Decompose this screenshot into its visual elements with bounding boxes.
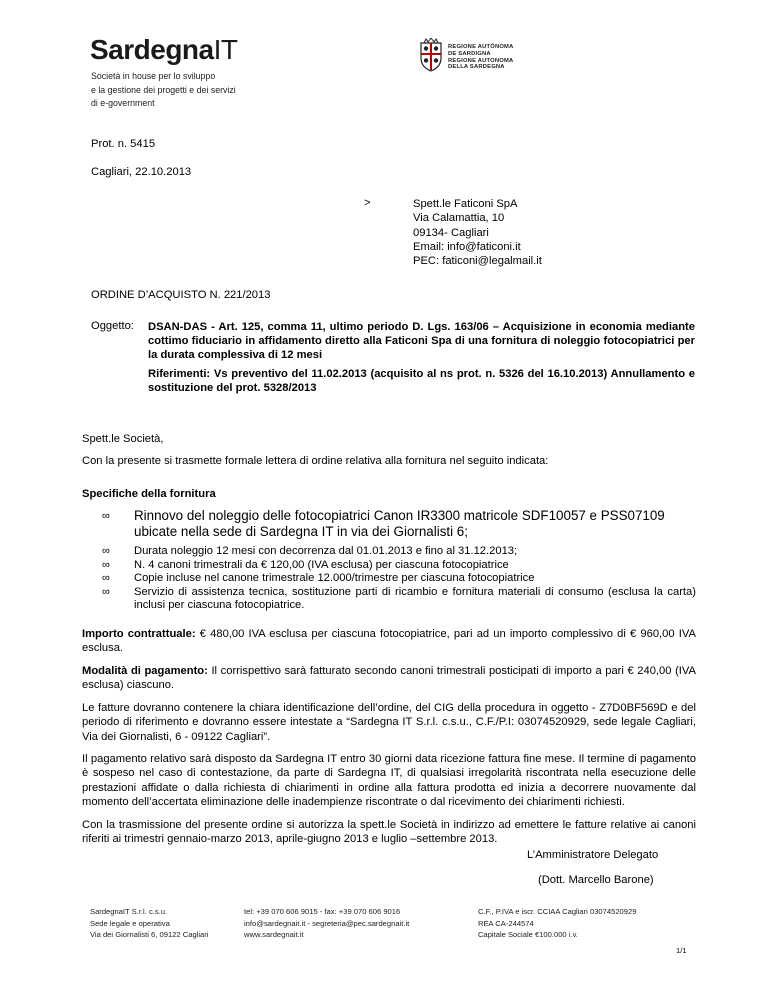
page-number: 1/1 xyxy=(676,946,687,955)
spec-item-text: Servizio di assistenza tecnica, sostituzione parti di ricambio e fornitura materiali di consumo (esclusa la carta) inclusi per ciascuna fotocopiatrice. xyxy=(134,585,696,612)
amount-label: Importo contrattuale: xyxy=(82,628,196,640)
footer-line: SardegnaIT S.r.l. c.s.u. xyxy=(90,907,168,916)
amount-text: € 480,00 IVA esclusa per ciascuna fotocopiatrice, pari ad un importo complessivo di € 960,00 IVA esclusa. xyxy=(82,628,696,655)
subject-text: DSAN-DAS - Art. 125, comma 11, ultimo periodo D. Lgs. 163/06 – Acquisizione in economia mediante cottimo fiduciario in affidamento diretto alla Faticoni Spa di una fornitura di noleggio fotocopiatrici per la durata complessiva di 12 mesi xyxy=(148,321,695,361)
logo-it: IT xyxy=(213,34,238,65)
recipient-line: Via Calamattia, 10 xyxy=(413,212,505,225)
footer-line: Sede legale e operativa xyxy=(90,918,170,928)
specs-list xyxy=(102,508,696,613)
bullet-icon: ∞ xyxy=(102,510,110,522)
footer-contacts xyxy=(244,906,409,941)
spec-item-text: Durata noleggio 12 mesi con decorrenza dal 01.01.2013 e fino al 31.12.2013; xyxy=(134,545,518,557)
region-name xyxy=(448,44,513,71)
recipient-line: PEC: faticoni@legalmail.it xyxy=(413,255,542,268)
spec-main-text: Rinnovo del noleggio delle fotocopiatrici Canon IR3300 matricole SDF10057 e PSS07109 ubicate nella sede di Sardegna IT in via dei Giornalisti 6; xyxy=(134,508,665,539)
footer-registry xyxy=(478,906,636,941)
list-item xyxy=(102,572,696,586)
signatory-name: (Dott. Marcello Barone) xyxy=(538,874,654,886)
region-line: REGIONE AUTÒNOMA xyxy=(448,44,514,50)
subject-label: Oggetto: xyxy=(91,320,134,332)
footer-line: C.F., P.IVA e iscr. CCIAA Cagliari 03074520929 xyxy=(478,907,637,916)
list-item xyxy=(102,508,694,540)
footer-line: www.sardegnait.it xyxy=(244,930,304,939)
footer-company xyxy=(90,906,208,941)
region-coat-of-arms-icon xyxy=(418,38,444,72)
recipient-address xyxy=(413,197,542,268)
spec-item-text: N. 4 canoni trimestrali da € 120,00 (IVA esclusa) per ciascuna fotocopiatrice xyxy=(134,558,509,571)
place-date: Cagliari, 22.10.2013 xyxy=(91,166,192,178)
list-item xyxy=(102,558,696,573)
footer-line: info@sardegnait.it - segreteria@pec.sardegnait.it xyxy=(244,918,410,928)
invoices-paragraph: Le fatture dovranno contenere la chiara identificazione dell’ordine, del CIG della procedura in oggetto - Z7D0BF569D e del periodo di riferimento e dovranno essere intestate a “Sardegna IT S.r.l. c.s.u., C.F./P.I: 03074520929, sede legale Cagliari, Via dei Giornalisti, 6 - 09122 Cagliari”. xyxy=(82,702,696,743)
region-line: REGIONE AUTONOMA xyxy=(448,57,514,64)
tagline-line: e la gestione dei progetti e dei servizi xyxy=(91,84,236,95)
payment-text: Il corrispettivo sarà fatturato secondo canoni trimestrali posticipati di importo a pari € 240,00 (IVA esclusa) ciascuno. xyxy=(82,665,696,692)
logo-main: Sardegna xyxy=(90,34,214,65)
list-item xyxy=(102,585,696,613)
region-line: DE SARDIGNA xyxy=(448,50,491,57)
specs-heading: Specifiche della fornitura xyxy=(82,488,216,500)
protocol-number: Prot. n. 5415 xyxy=(91,138,156,150)
footer-line: REA CA-244574 xyxy=(478,918,534,928)
authorization-paragraph: Con la trasmissione del presente ordine si autorizza la spett.le Società in indirizzo ad emettere le fatture relative ai canoni riferiti ai trimestri gennaio-marzo 2013, aprile-giugno 2013 e luglio –settembre 2013. xyxy=(82,819,696,846)
tagline-line: Società in house per lo sviluppo xyxy=(91,71,216,81)
company-tagline xyxy=(91,70,236,111)
footer-line: Capitale Sociale €100.000 i.v. xyxy=(478,930,578,939)
bullet-icon: ∞ xyxy=(102,572,110,585)
bullet-icon: ∞ xyxy=(102,585,110,598)
amount-paragraph xyxy=(82,627,696,656)
order-title: ORDINE D’ACQUISTO N. 221/2013 xyxy=(91,289,271,301)
payment-paragraph xyxy=(82,664,696,693)
recipient-line: Spett.le Faticoni SpA xyxy=(413,198,518,210)
sardegnait-logo xyxy=(90,36,238,64)
recipient-marker: > xyxy=(364,197,371,209)
greeting: Spett.le Società, xyxy=(82,433,164,445)
bullet-icon: ∞ xyxy=(102,558,110,571)
tagline-line: di e-government xyxy=(91,98,155,108)
spec-item-text: Copie incluse nel canone trimestrale 12.000/trimestre per ciascuna fotocopiatrice xyxy=(134,572,535,585)
payment-label: Modalità di pagamento: xyxy=(82,665,208,677)
region-line: DELLA SARDEGNA xyxy=(448,64,505,71)
recipient-line: 09134- Cagliari xyxy=(413,226,489,239)
payment-terms-paragraph: Il pagamento relativo sarà disposto da Sardegna IT entro 30 giorni data ricezione fattura fine mese. Il termine di pagamento è sospeso nel caso di contestazione, da parte di Sardegna IT, di qualsiasi irregolarità riscontrata nella esecuzione delle prestazioni affidate o dalla richiesta di chiarimenti in ordine alla fattura prodotta ed inizia a decorrere nuovamente dal momento dell’accertata eliminazione delle inadempienze riscontrate o dal ricevimento dei chiarimenti richiesti. xyxy=(82,753,696,808)
bullet-icon: ∞ xyxy=(102,545,110,557)
recipient-line: Email: info@faticoni.it xyxy=(413,240,521,253)
references-text: Riferimenti: Vs preventivo del 11.02.2013 (acquisito al ns prot. n. 5326 del 16.10.2013) Annullamento e sostituzione del prot. 5328/2013 xyxy=(148,368,695,394)
footer-line: Via dei Giornalisti 6, 09122 Cagliari xyxy=(90,930,209,939)
signatory-role: L’Amministratore Delegato xyxy=(527,849,659,861)
intro-text: Con la presente si trasmette formale lettera di ordine relativa alla fornitura nel seguito indicata: xyxy=(82,455,549,467)
footer-line: tel: +39 070 606 9015 - fax: +39 070 606 9016 xyxy=(244,907,401,916)
list-item xyxy=(102,545,696,559)
